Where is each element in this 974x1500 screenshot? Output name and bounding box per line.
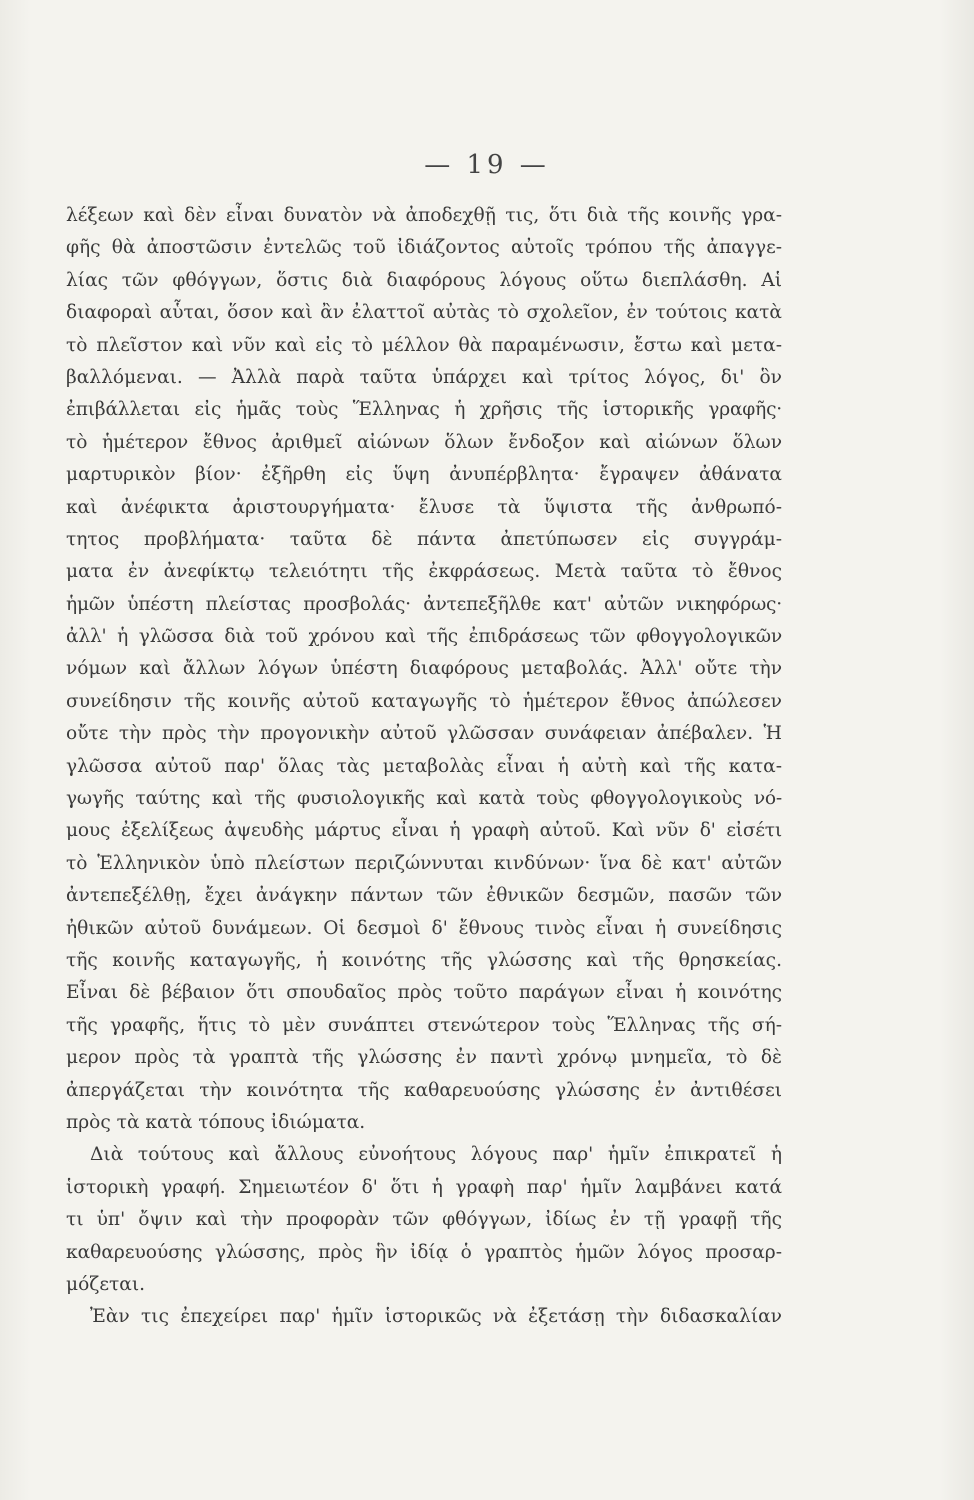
body-text — [66, 200, 782, 1334]
text-line: μερον πρὸς τὰ γραπτὰ τῆς γλώσσης ἐν παντὶ χρόνῳ μνημεῖα, τὸ δὲ — [66, 1047, 782, 1069]
text-line: τὸ πλεῖστον καὶ νῦν καὶ εἰς τὸ μέλλον θὰ παραμένωσιν, ἔστω καὶ μετα- — [66, 334, 782, 356]
text-line: γωγῆς ταύτης καὶ τῆς φυσιολογικῆς καὶ κατὰ τοὺς φθογγολογικοὺς νό- — [66, 788, 782, 810]
text-line: βαλλόμεναι. — Ἀλλὰ παρὰ ταῦτα ὑπάρχει καὶ τρίτος λόγος, δι' ὃν — [66, 366, 782, 388]
text-line: τὸ ἡμέτερον ἔθνος ἀριθμεῖ αἰώνων ὅλων ἔνδοξον καὶ αἰώνων ὅλων — [66, 431, 782, 453]
text-line: μαρτυρικὸν βίον· ἐξῆρθη εἰς ὕψη ἀνυπέρβλητα· ἔγραψεν ἀθάνατα — [66, 464, 782, 486]
text-line: τητος προβλήματα· ταῦτα δὲ πάντα ἀπετύπωσεν εἰς συγγράμ- — [66, 528, 782, 550]
text-line: ματα ἐν ἀνεφίκτῳ τελειότητι τῆς ἐκφράσεως. Μετὰ ταῦτα τὸ ἔθνος — [66, 561, 782, 583]
text-line: φῆς θὰ ἀποστῶσιν ἐντελῶς τοῦ ἰδιάζοντος αὐτοῖς τρόπου τῆς ἀπαγγε- — [66, 237, 782, 259]
text-line: γλῶσσα αὐτοῦ παρ' ὅλας τὰς μεταβολὰς εἶναι ἡ αὐτὴ καὶ τῆς κατα- — [66, 755, 782, 777]
text-line: τὸ Ἑλληνικὸν ὑπὸ πλείστων περιζώννυται κινδύνων· ἵνα δὲ κατ' αὐτῶν — [66, 852, 782, 874]
text-line: ἀντεπεξέλθῃ, ἔχει ἀνάγκην πάντων τῶν ἐθνικῶν δεσμῶν, πασῶν τῶν — [66, 885, 782, 907]
text-line: ἐπιβάλλεται εἰς ἡμᾶς τοὺς Ἕλληνας ἡ χρῆσις τῆς ἱστορικῆς γραφῆς· — [66, 399, 782, 421]
text-line: λίας τῶν φθόγγων, ὅστις διὰ διαφόρους λόγους οὕτω διεπλάσθη. Αἱ — [66, 269, 782, 291]
text-line: μόζεται. — [66, 1273, 146, 1295]
text-line: ἠθικῶν αὐτοῦ δυνάμεων. Οἱ δεσμοὶ δ' ἔθνους τινὸς εἶναι ἡ συνείδησις — [66, 917, 782, 939]
text-line: διαφοραὶ αὗται, ὅσον καὶ ἂν ἐλαττοῖ αὐτὰς τὸ σχολεῖον, ἐν τούτοις κατὰ — [66, 302, 782, 324]
text-line: συνείδησιν τῆς κοινῆς αὐτοῦ καταγωγῆς τὸ ἡμέτερον ἔθνος ἀπώλεσεν — [66, 690, 782, 712]
text-line: τῆς κοινῆς καταγωγῆς, ἡ κοινότης τῆς γλώσσης καὶ τῆς θρησκείας. — [66, 949, 782, 971]
page-number: — 19 — — [424, 150, 550, 180]
text-line: ἡμῶν ὑπέστη πλείστας προσβολάς· ἀντεπεξῆλθε κατ' αὐτῶν νικηφόρως· — [66, 593, 782, 615]
text-line: Εἶναι δὲ βέβαιον ὅτι σπουδαῖος πρὸς τοῦτο παράγων εἶναι ἡ κοινότης — [66, 982, 782, 1004]
text-line: τῆς γραφῆς, ἥτις τὸ μὲν συνάπτει στενώτερον τοὺς Ἕλληνας τῆς σή- — [66, 1014, 782, 1036]
text-line: μους ἐξελίξεως ἀψευδὴς μάρτυς εἶναι ἡ γραφὴ αὐτοῦ. Καὶ νῦν δ' εἰσέτι — [66, 820, 782, 842]
text-line: ἀπεργάζεται τὴν κοινότητα τῆς καθαρευούσης γλώσσης ἐν ἀντιθέσει — [66, 1079, 782, 1101]
text-line: νόμων καὶ ἄλλων λόγων ὑπέστη διαφόρους μεταβολάς. Ἀλλ' οὔτε τὴν — [66, 658, 782, 680]
text-line: τι ὑπ' ὄψιν καὶ τὴν προφορὰν τῶν φθόγγων, ἰδίως ἐν τῇ γραφῇ τῆς — [66, 1209, 782, 1231]
text-line: ἱστορικὴ γραφή. Σημειωτέον δ' ὅτι ἡ γραφὴ παρ' ἡμῖν λαμβάνει κατά — [66, 1176, 782, 1198]
text-line: οὔτε τὴν πρὸς τὴν προγονικὴν αὐτοῦ γλῶσσαν συνάφειαν ἀπέβαλεν. Ἡ — [66, 723, 782, 745]
text-line: λέξεων καὶ δὲν εἶναι δυνατὸν νὰ ἀποδεχθῇ τις, ὅτι διὰ τῆς κοινῆς γρα- — [66, 205, 782, 226]
text-line: καὶ ἀνέφικτα ἀριστουργήματα· ἔλυσε τὰ ὕψιστα τῆς ἀνθρωπό- — [66, 496, 782, 518]
text-line: Διὰ τούτους καὶ ἄλλους εὐνοήτους λόγους παρ' ἡμῖν ἐπικρατεῖ ἡ — [90, 1144, 782, 1166]
text-line: πρὸς τὰ κατὰ τόπους ἰδιώματα. — [66, 1111, 366, 1133]
text-line: καθαρευούσης γλώσσης, πρὸς ἣν ἰδίᾳ ὁ γραπτὸς ἡμῶν λόγος προσαρ- — [66, 1241, 782, 1263]
text-line: ἀλλ' ἡ γλῶσσα διὰ τοῦ χρόνου καὶ τῆς ἐπιδράσεως τῶν φθογγολογικῶν — [66, 626, 782, 648]
text-line: Ἐὰν τις ἐπεχείρει παρ' ἡμῖν ἱστορικῶς νὰ ἐξετάσῃ τὴν διδασκαλίαν — [90, 1306, 782, 1328]
